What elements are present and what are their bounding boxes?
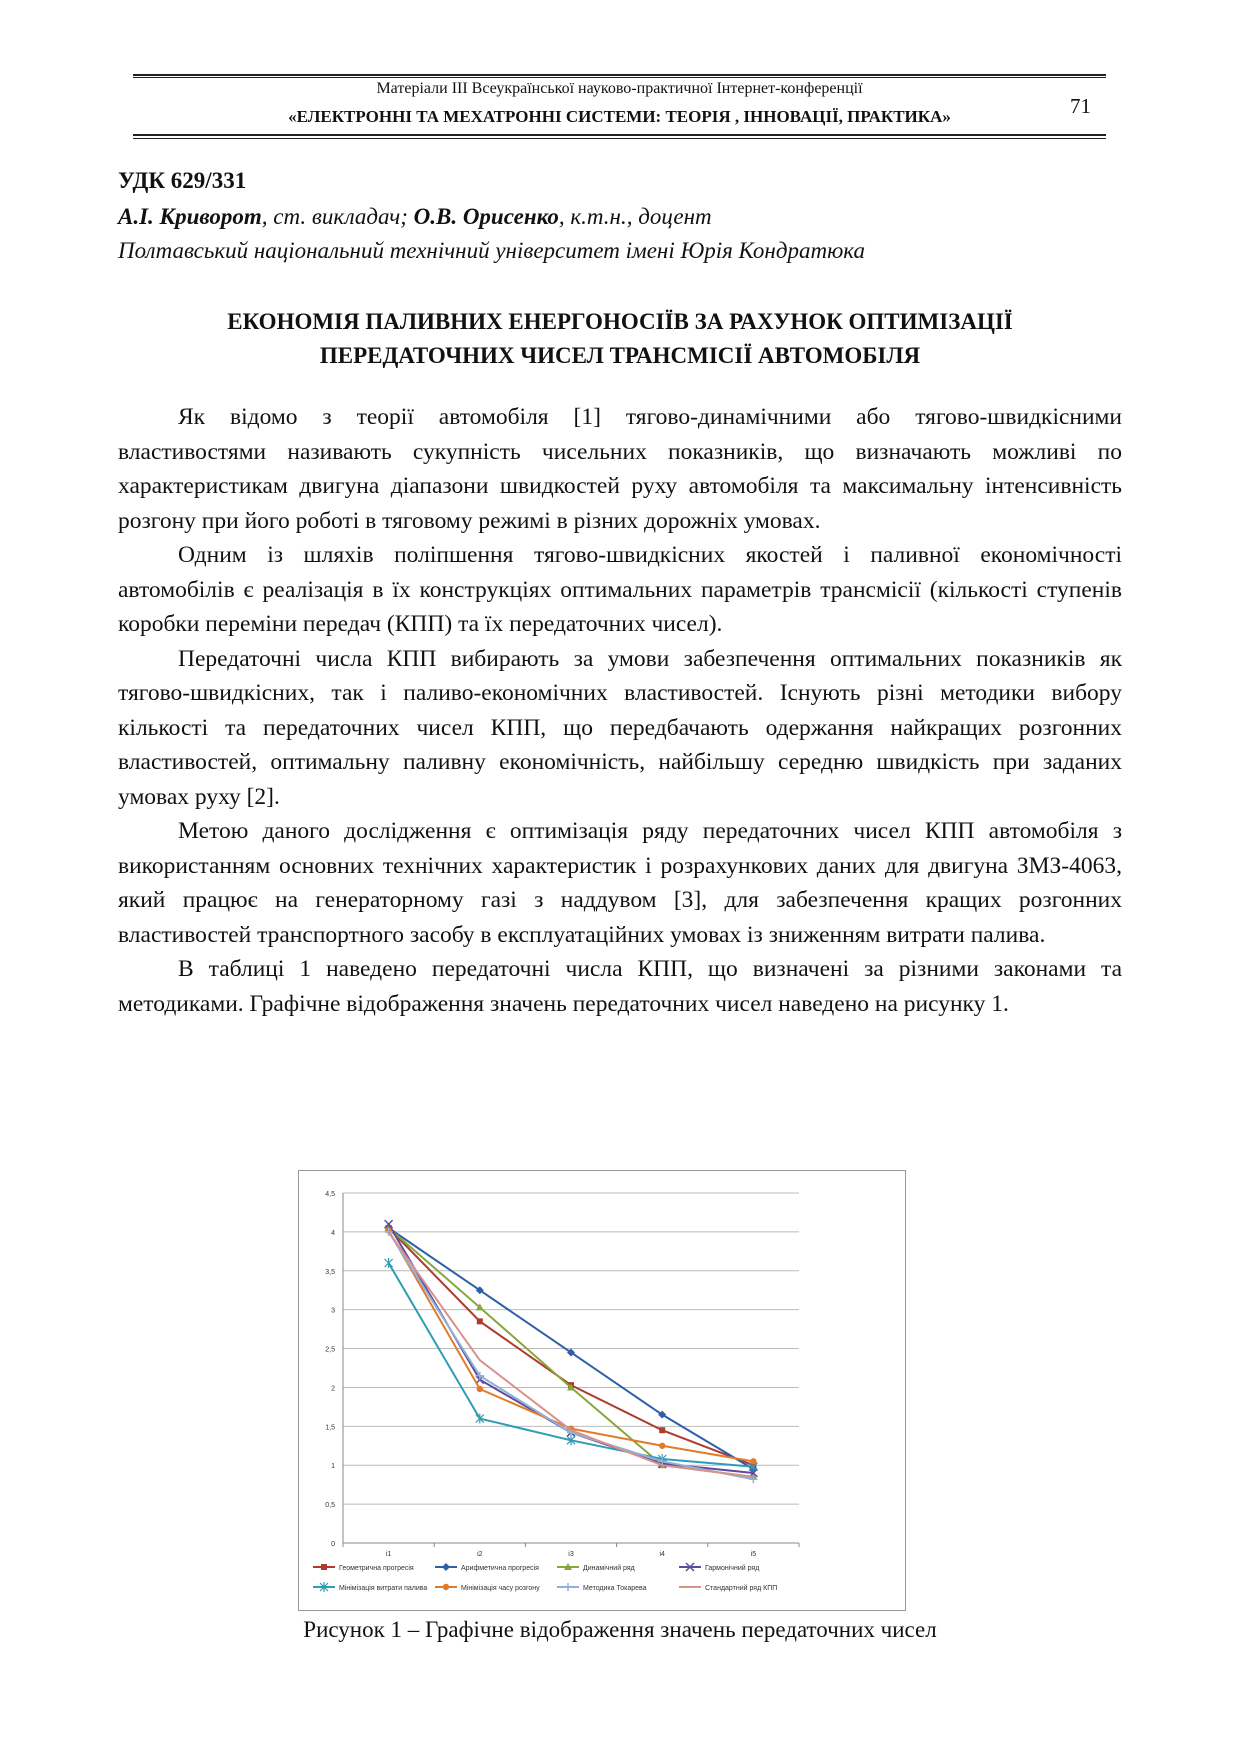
author-1-name: А.І. Криворот <box>118 204 262 229</box>
x-tick-label: i1 <box>385 1551 392 1558</box>
data-point <box>659 1443 665 1449</box>
legend-label: Геометрична прогресія <box>339 1565 414 1572</box>
y-tick-label: 1,5 <box>325 1424 335 1432</box>
legend-label: Арифметична прогресія <box>461 1565 539 1572</box>
y-tick-label: 4 <box>331 1229 335 1237</box>
data-point <box>477 1318 483 1324</box>
body-text <box>118 400 1122 1021</box>
y-tick-label: 3,5 <box>325 1268 335 1276</box>
page-number: 71 <box>1070 94 1091 118</box>
data-point <box>750 1458 756 1464</box>
y-tick-label: 2 <box>331 1385 335 1393</box>
header-rule-top-thin <box>133 77 1106 78</box>
paper-title-line-2: ПЕРЕДАТОЧНИХ ЧИСЕЛ ТРАНСМІСІЇ АВТОМОБІЛЯ <box>319 343 921 368</box>
conference-title: Матеріали III Всеукраїнської науково-практичної Інтернет-конференції <box>376 80 863 97</box>
legend-label: Гармонічний ряд <box>705 1565 760 1572</box>
paper-title <box>118 305 1122 373</box>
x-tick-label: i5 <box>750 1551 757 1558</box>
header-rule-top <box>133 74 1106 76</box>
paragraph-3: Передаточні числа КПП вибирають за умови забезпечення оптимальних показників як тягово-швидкісних, так і паливо-економічних властивостей. Існують різні методики вибору кількості та передаточних чисел КПП, що передбачають одержання найкращих розгонних властивостей, оптимальну паливну економічність, найбільшу середню швидкість при заданих умовах руху [2]. <box>118 645 1122 810</box>
udk-code: УДК 629/331 <box>118 168 247 193</box>
legend-label: Мінімізація часу розгону <box>461 1585 540 1592</box>
data-point <box>442 1563 450 1571</box>
authors-line <box>118 204 712 230</box>
paragraph-2: Одним із шляхів поліпшення тягово-швидкісних якостей і паливної економічності автомобілів є реалізація в їх конструкціях оптимальних параметрів трансмісії (кількості ступенів коробки переміни передач (КПП) та їх передаточних чисел). <box>118 542 1122 637</box>
x-tick-label: i3 <box>568 1551 574 1558</box>
data-point <box>443 1584 449 1590</box>
header-rule-bottom-thin <box>133 138 1106 139</box>
y-tick-label: 3 <box>331 1307 335 1315</box>
y-tick-label: 2,5 <box>325 1346 335 1354</box>
paragraph-5: В таблиці 1 наведено передаточні числа КПП, що визначені за різними законами та методиками. Графічне відображення значень передаточних чисел наведено на рисунку 1. <box>118 956 1122 1017</box>
y-tick-label: 0,5 <box>325 1502 335 1510</box>
x-tick-label: i2 <box>477 1551 483 1558</box>
y-tick-label: 4,5 <box>325 1191 335 1198</box>
legend-label: Методика Токарева <box>583 1585 647 1592</box>
affiliation: Полтавський національний технічний університет імені Юрія Кондратюка <box>118 238 865 263</box>
author-1-role: , ст. викладач; <box>261 204 414 229</box>
data-point <box>385 1258 393 1268</box>
paragraph-1: Як відомо з теорії автомобіля [1] тягово-динамічними або тягово-швидкісними властивостями називають сукупність чисельних показників, що визначають можливі по характеристикам двигуна діапазони швидкостей руху автомобіля та максимальну інтенсивність розгону при його роботі в тяговому режимі в різних дорожніх умовах. <box>118 404 1122 534</box>
paragraph-4: Метою даного дослідження є оптимізація ряду передаточних чисел КПП автомобіля з використанням основних технічних характеристик і розрахункових даних для двигуна ЗМЗ-4063, який працює на генераторному газі з наддувом [3], для забезпечення кращих розгонних властивостей транспортного засобу в експлуатаційних умовах із зниженням витрати палива. <box>118 818 1122 948</box>
figure-caption: Рисунок 1 – Графічне відображення значень передаточних чисел <box>303 1617 937 1642</box>
author-2-name: О.В. Орисенко <box>413 204 559 229</box>
header-rule-bottom <box>133 134 1106 136</box>
x-tick-label: i4 <box>659 1551 665 1558</box>
legend-label: Стандартний ряд КПП <box>705 1585 778 1592</box>
legend-label: Мінімізація витрати палива <box>339 1585 428 1592</box>
data-point <box>321 1564 327 1570</box>
figure-1 <box>298 1170 906 1611</box>
author-2-role: , к.т.н., доцент <box>558 204 712 229</box>
conference-name: «ЕЛЕКТРОННІ ТА МЕХАТРОННІ СИСТЕМИ: ТЕОРІЯ , ІННОВАЦІЇ, ПРАКТИКА» <box>288 107 951 126</box>
data-point <box>659 1427 665 1433</box>
gear-ratio-chart <box>299 1171 905 1610</box>
y-tick-label: 0 <box>331 1541 335 1548</box>
legend-label: Динамічний ряд <box>583 1565 635 1572</box>
paper-title-line-1: ЕКОНОМІЯ ПАЛИВНИХ ЕНЕРГОНОСІЇВ ЗА РАХУНОК ОПТИМІЗАЦІЇ <box>227 309 1013 334</box>
data-point <box>477 1386 483 1392</box>
y-tick-label: 1 <box>331 1463 335 1471</box>
data-point <box>564 1583 572 1591</box>
